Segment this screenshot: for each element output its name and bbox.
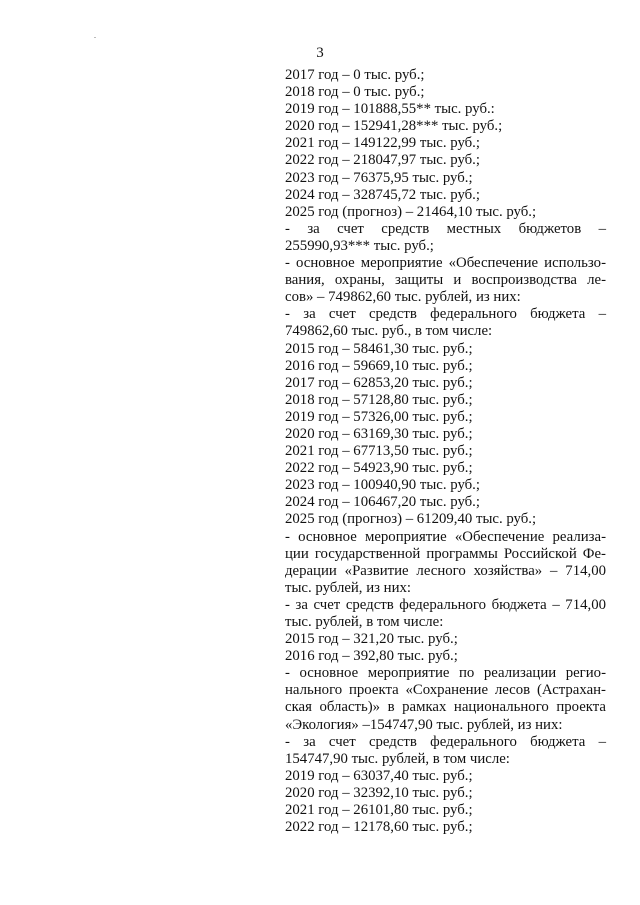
scan-speck — [94, 37, 96, 38]
text-line: тыс. рублей, в том числе: — [285, 614, 444, 630]
text-line: 2020 год – 63169,30 тыс. руб.; — [285, 425, 473, 442]
text-line: 749862,60 тыс. руб., в том числе: — [285, 323, 493, 340]
text-line: - за счет средств федерального бюджета – — [285, 306, 606, 323]
text-line: 2017 год – 0 тыс. руб.; — [285, 67, 425, 83]
text-line: 2015 год – 58461,30 тыс. руб.; — [285, 340, 473, 357]
text-line: 2019 год – 63037,40 тыс. руб.; — [285, 767, 473, 784]
text-line: 2016 год – 392,80 тыс. руб.; — [285, 648, 458, 665]
text-line: - основное мероприятие по реализации регио- — [285, 665, 606, 682]
text-line: - за счет средств федерального бюджета – — [285, 733, 606, 750]
text-line: 2021 год – 67713,50 тыс. руб.; — [285, 443, 473, 460]
text-line: ции государственной программы Российской Фе- — [285, 545, 606, 562]
text-line: 2023 год – 100940,90 тыс. руб.; — [285, 477, 480, 494]
text-line: 2024 год – 106467,20 тыс. руб.; — [285, 494, 480, 511]
text-line: 2015 год – 321,20 тыс. руб.; — [285, 631, 458, 648]
text-line: «Экология» –154747,90 тыс. рублей, из них: — [285, 716, 563, 733]
text-line: нального проекта «Сохранение лесов (Астрахан- — [285, 682, 606, 699]
text-line: 2017 год – 62853,20 тыс. руб.; — [285, 374, 473, 391]
text-line: 2020 год – 32392,10 тыс. руб.; — [285, 784, 473, 801]
text-line: сов» – 749862,60 тыс. рублей, из них: — [285, 289, 521, 306]
text-line: 2022 год – 218047,97 тыс. руб.; — [285, 152, 480, 169]
text-line: 2016 год – 59669,10 тыс. руб.; — [285, 357, 473, 374]
text-line: тыс. рублей, из них: — [285, 579, 412, 596]
document-text-column — [285, 67, 606, 836]
text-line: 2021 год – 149122,99 тыс. руб.; — [285, 135, 480, 152]
text-line: 2018 год – 0 тыс. руб.; — [285, 84, 425, 101]
text-line: 255990,93*** тыс. руб.; — [285, 237, 434, 254]
text-line: 2020 год – 152941,28*** тыс. руб.; — [285, 118, 503, 135]
text-line: - за счет средств местных бюджетов – — [285, 220, 606, 237]
text-line: 2022 год – 12178,60 тыс. руб.; — [285, 819, 473, 836]
text-line: 2022 год – 54923,90 тыс. руб.; — [285, 460, 473, 477]
text-line: вания, охраны, защиты и воспроизводства ле- — [285, 272, 606, 289]
text-line: 2025 год (прогноз) – 21464,10 тыс. руб.; — [285, 203, 537, 220]
text-line: 2024 год – 328745,72 тыс. руб.; — [285, 186, 480, 203]
text-line: 2021 год – 26101,80 тыс. руб.; — [285, 802, 473, 819]
text-line: 2025 год (прогноз) – 61209,40 тыс. руб.; — [285, 511, 537, 528]
text-line: ская область)» в рамках национального проекта — [285, 699, 606, 716]
text-line: - за счет средств федерального бюджета – 714,00 — [285, 596, 606, 613]
text-line: 2023 год – 76375,95 тыс. руб.; — [285, 169, 473, 186]
text-line: - основное мероприятие «Обеспечение использо- — [285, 255, 606, 272]
text-line: 154747,90 тыс. рублей, в том числе: — [285, 750, 510, 767]
page-number: 3 — [316, 45, 324, 61]
text-line: - основное мероприятие «Обеспечение реализа- — [285, 528, 606, 545]
text-line: дерации «Развитие лесного хозяйства» – 714,00 — [285, 562, 606, 579]
text-line: 2019 год – 101888,55** тыс. руб.: — [285, 101, 495, 118]
text-line: 2019 год – 57326,00 тыс. руб.; — [285, 408, 473, 425]
text-line: 2018 год – 57128,80 тыс. руб.; — [285, 391, 473, 408]
